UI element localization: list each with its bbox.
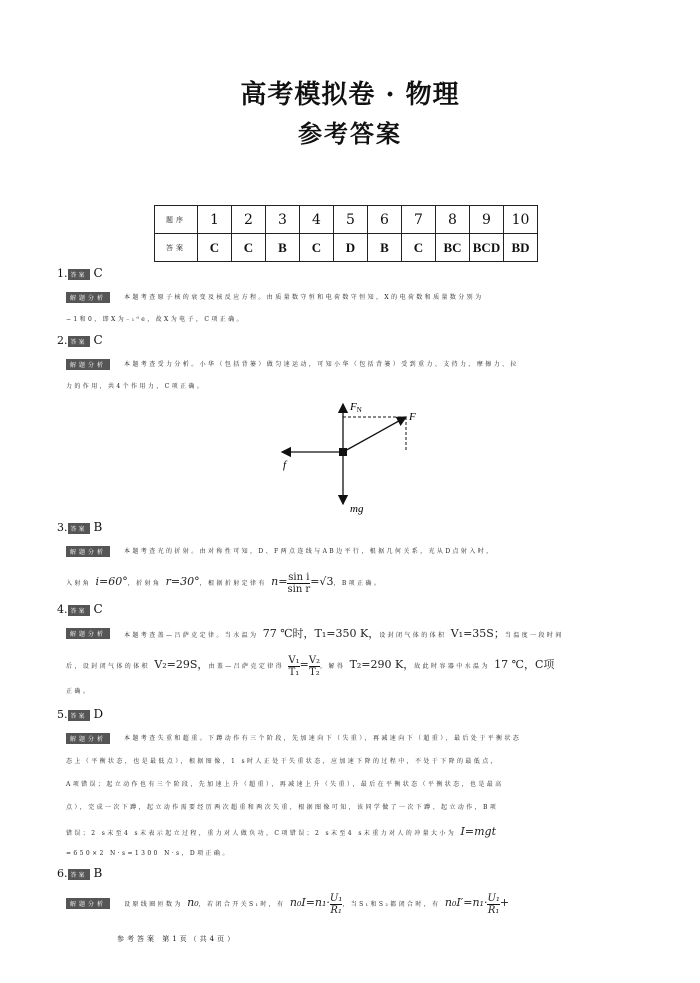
table-row <box>155 234 538 262</box>
table-cell: 6 <box>368 206 402 234</box>
analysis-tag: 解题分析 <box>66 292 110 303</box>
table-cell: BC <box>436 234 470 262</box>
analysis-tag: 解题分析 <box>66 898 110 909</box>
table-cell: C <box>198 234 232 262</box>
analysis-line: 正确。 <box>66 688 92 695</box>
question-4-header <box>57 602 103 616</box>
question-6-header <box>57 866 102 880</box>
analysis-line: 错误；2 s末至4 s末表示起立过程，重力对人做负功，C项错误；2 s末至4 s末重力对人的冲量大小为 I=mgt <box>66 825 496 838</box>
analysis-line: 点），完成一次下蹲，起立动作需要经历两次超重和两次失重，根据图像可知，该同学做了一次下蹲、起立动作，B项 <box>66 804 499 811</box>
question-number: 4. <box>57 603 68 616</box>
analysis-line: 态上（平衡状态，也是最低点），根据图像，1 s时人正处于失重状态，应加速下降的过程中，不处于下降的最低点， <box>66 758 500 765</box>
analysis-line: 入射角 i=60°，折射角 r=30°，根据折射定律有 n= $\frac{\text{sin i}}{\text{sin r}}$ =√3，B项正确。 <box>66 572 383 595</box>
answer-tag: 答案 <box>68 605 90 616</box>
label-fn: FN <box>350 401 362 414</box>
table-cell: 3 <box>266 206 300 234</box>
analysis-line: 本题考查失重和超重。下蹲动作有三个阶段，先加速向下（失重），再减速向下（超重），最后处于平衡状态 <box>124 735 522 742</box>
question-number: 2. <box>57 334 68 347</box>
analysis-tag: 解题分析 <box>66 546 110 557</box>
page-title: 高考模拟卷 · 物理 <box>240 80 460 110</box>
answer-value: C <box>93 602 103 616</box>
question-number: 3. <box>57 521 68 534</box>
answer-value: C <box>93 333 103 347</box>
table-cell: D <box>334 234 368 262</box>
answer-table <box>154 205 538 262</box>
table-cell: C <box>232 234 266 262</box>
question-number: 1. <box>57 267 68 280</box>
table-row <box>155 206 538 234</box>
question-3-header <box>57 520 102 534</box>
table-cell: C <box>402 234 436 262</box>
analysis-tag: 解题分析 <box>66 628 110 639</box>
pull-force-arrow <box>343 417 406 452</box>
answer-tag: 答案 <box>68 869 90 880</box>
answer-tag: 答案 <box>68 336 90 347</box>
answer-value: B <box>93 520 103 534</box>
label-f-friction: f <box>283 459 287 471</box>
label-mg: mg <box>350 503 364 515</box>
table-header-cell: 答案 <box>155 234 198 262</box>
analysis-line: 本题考查受力分析。小华（包括背篓）做匀速运动，可知小华（包括背篓）受到重力、支持力、摩擦力、拉 <box>124 361 519 368</box>
page-footer: 参考答案 第1页（共4页） <box>117 935 238 943</box>
table-cell: 7 <box>402 206 436 234</box>
analysis-line: 力的作用，共4个作用力，C项正确。 <box>66 383 206 390</box>
table-cell: B <box>266 234 300 262</box>
question-number: 6. <box>57 867 68 880</box>
analysis-tag: 解题分析 <box>66 733 110 744</box>
analysis-line: 本题考查原子核的衰变及核反应方程。由质量数守恒和电荷数守恒知，X的电荷数和质量数分别为 <box>124 294 484 301</box>
analysis-line: 设原线圈匝数为 n₀，若闭合开关S₁时，有 n₀I=n₁· $\frac{\text{U₁}}{\text{R₁}}$ ，当S₁和S₂都闭合时，有 n₀I′=n₁· $\frac{\text{U₁}}{\text{R₁}}$ + <box>124 893 510 916</box>
answer-tag: 答案 <box>68 269 90 280</box>
table-cell: BD <box>504 234 538 262</box>
table-cell: 5 <box>334 206 368 234</box>
answer-value: D <box>93 707 104 721</box>
table-cell: 9 <box>470 206 504 234</box>
analysis-line: =650×2 N·s=1300 N·s，D项正确。 <box>66 850 231 857</box>
table-cell: 4 <box>300 206 334 234</box>
answer-value: B <box>93 866 103 880</box>
table-header-cell: 题序 <box>155 206 198 234</box>
page-subtitle: 参考答案 <box>298 119 402 148</box>
answer-value: C <box>93 266 103 280</box>
analysis-line: 本题考查光的折射。由对称性可知，D、F两点连线与AB边平行，根据几何关系，光从D点射入时， <box>124 548 495 555</box>
force-diagram <box>270 396 430 521</box>
label-f-pull: F <box>409 411 416 423</box>
table-cell: 10 <box>504 206 538 234</box>
answer-tag: 答案 <box>68 710 90 721</box>
table-cell: B <box>368 234 402 262</box>
table-cell: C <box>300 234 334 262</box>
question-number: 5. <box>57 708 68 721</box>
analysis-line: A项错误；起立动作也有三个阶段，先加速上升（超重），再减速上升（失重），最后在平衡状态（平衡状态，也是最高 <box>66 781 504 788</box>
analysis-line: 后，设封闭气体的体积 V₂=29S，由盖—吕萨克定律得 $\frac{\text{V₁}}{\text{T₁}}$ = $\frac{\text{V₂}}{\text{T₂}}$ ，解得 T₂=290 K，故此时容器中水温为 17 ℃，C项 <box>66 655 555 678</box>
table-cell: 8 <box>436 206 470 234</box>
table-cell: BCD <box>470 234 504 262</box>
table-cell: 2 <box>232 206 266 234</box>
analysis-tag: 解题分析 <box>66 359 110 370</box>
answer-tag: 答案 <box>68 523 90 534</box>
table-cell: 1 <box>198 206 232 234</box>
object-block <box>339 448 347 456</box>
question-5-header <box>57 707 103 721</box>
question-2-header <box>57 333 103 347</box>
analysis-line: −1和0，即X为₋₁⁰e，故X为电子，C项正确。 <box>66 316 245 323</box>
analysis-line: 本题考查盖—吕萨克定律。当水温为 77 ℃时，T₁=350 K，设封闭气体的体积 V₁=35S；当温度一段时间 <box>124 627 564 640</box>
question-1-header <box>57 266 103 280</box>
